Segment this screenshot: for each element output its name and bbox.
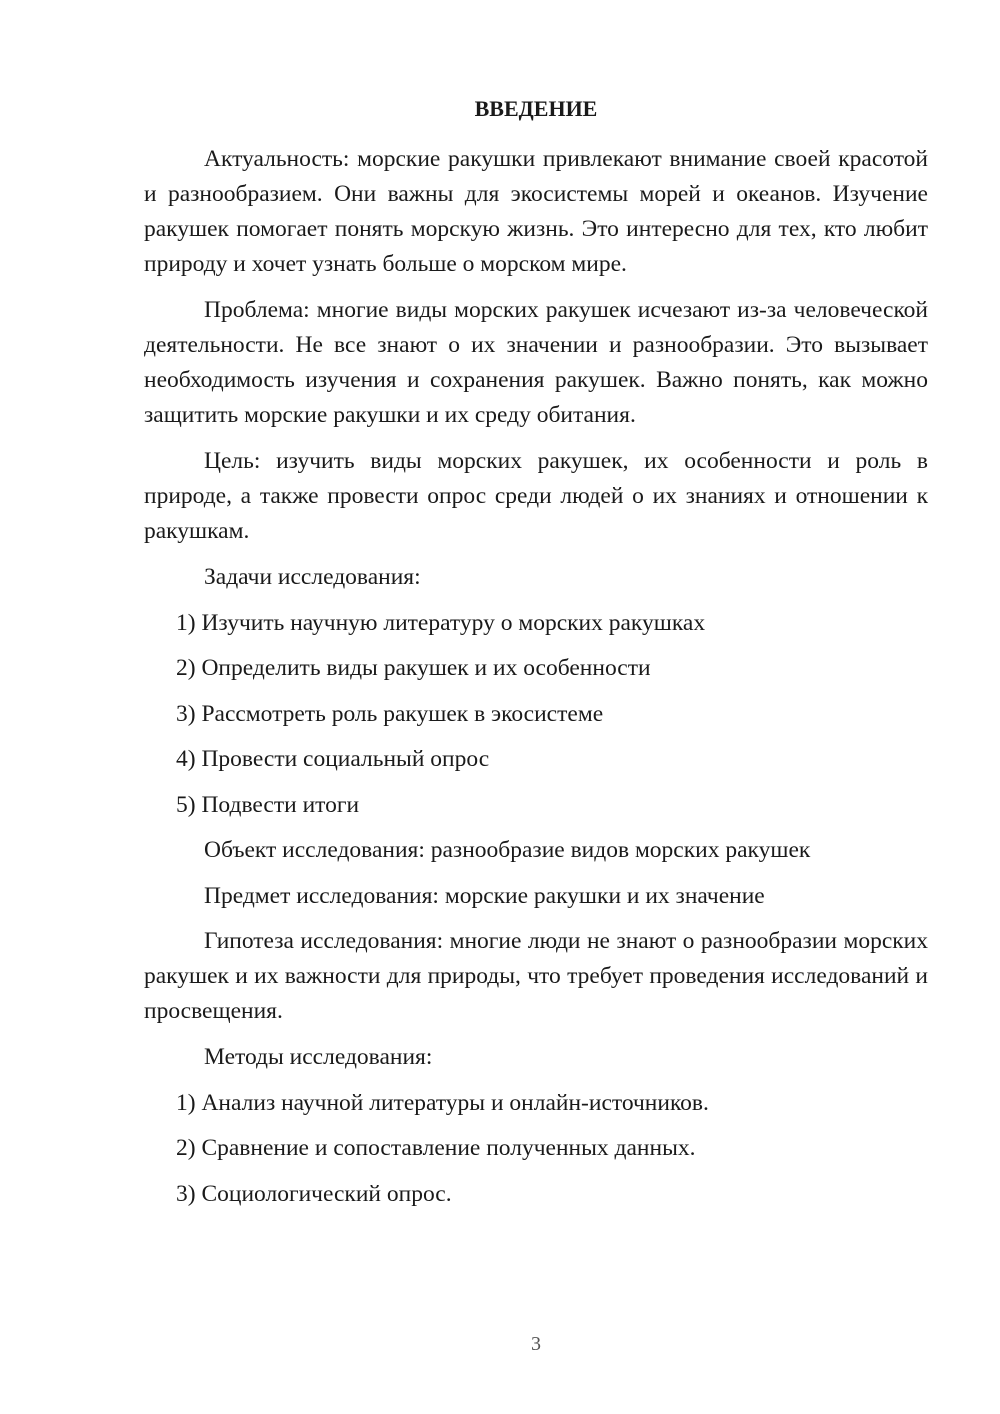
page-content (144, 142, 928, 1222)
page-title: ВВЕДЕНИЕ (474, 96, 598, 121)
methods-heading: Методы исследования: (204, 1044, 433, 1070)
task-item: 4) Провести социальный опрос (176, 746, 490, 772)
tasks-heading: Задачи исследования: (204, 564, 421, 590)
research-object: Объект исследования: разнообразие видов морских ракушек (204, 837, 811, 863)
method-item: 3) Социологический опрос. (176, 1180, 452, 1207)
method-item: 2) Сравнение и сопоставление полученных данных. (176, 1135, 696, 1161)
method-item: 1) Анализ научной литературы и онлайн-источников. (176, 1089, 709, 1116)
task-item: 5) Подвести итоги (176, 791, 360, 818)
task-item: 3) Рассмотреть роль ракушек в экосистеме (176, 700, 604, 727)
page-number: 3 (531, 1333, 541, 1355)
task-item: 1) Изучить научную литературу о морских ракушках (176, 609, 706, 636)
goal-paragraph: Цель: изучить виды морских ракушек, их особенности и роль в природе, а также провести опрос среди людей о их знаниях и отношении к ракушкам. (144, 448, 928, 544)
task-item: 2) Определить виды ракушек и их особенности (176, 655, 651, 681)
research-subject: Предмет исследования: морские ракушки и их значение (204, 882, 765, 909)
problem-paragraph: Проблема: многие виды морских ракушек исчезают из-за человеческой деятельности. Не все знают о их значении и разнообразии. Это вызывает необходимость изучения и сохранения ракушек. Важно понять, как можно защитить морские ракушки и их среду обитания. (144, 297, 928, 428)
hypothesis-paragraph: Гипотеза исследования: многие люди не знают о разнообразии морских ракушек и их важности для природы, что требует проведения исследований и просвещения. (144, 928, 928, 1024)
relevance-paragraph: Актуальность: морские ракушки привлекают внимание своей красотой и разнообразием. Они важны для экосистемы морей и океанов. Изучение ракушек помогает понять морскую жизнь. Это интересно для тех, кто любит природу и хочет узнать больше о морском мире. (144, 146, 928, 277)
